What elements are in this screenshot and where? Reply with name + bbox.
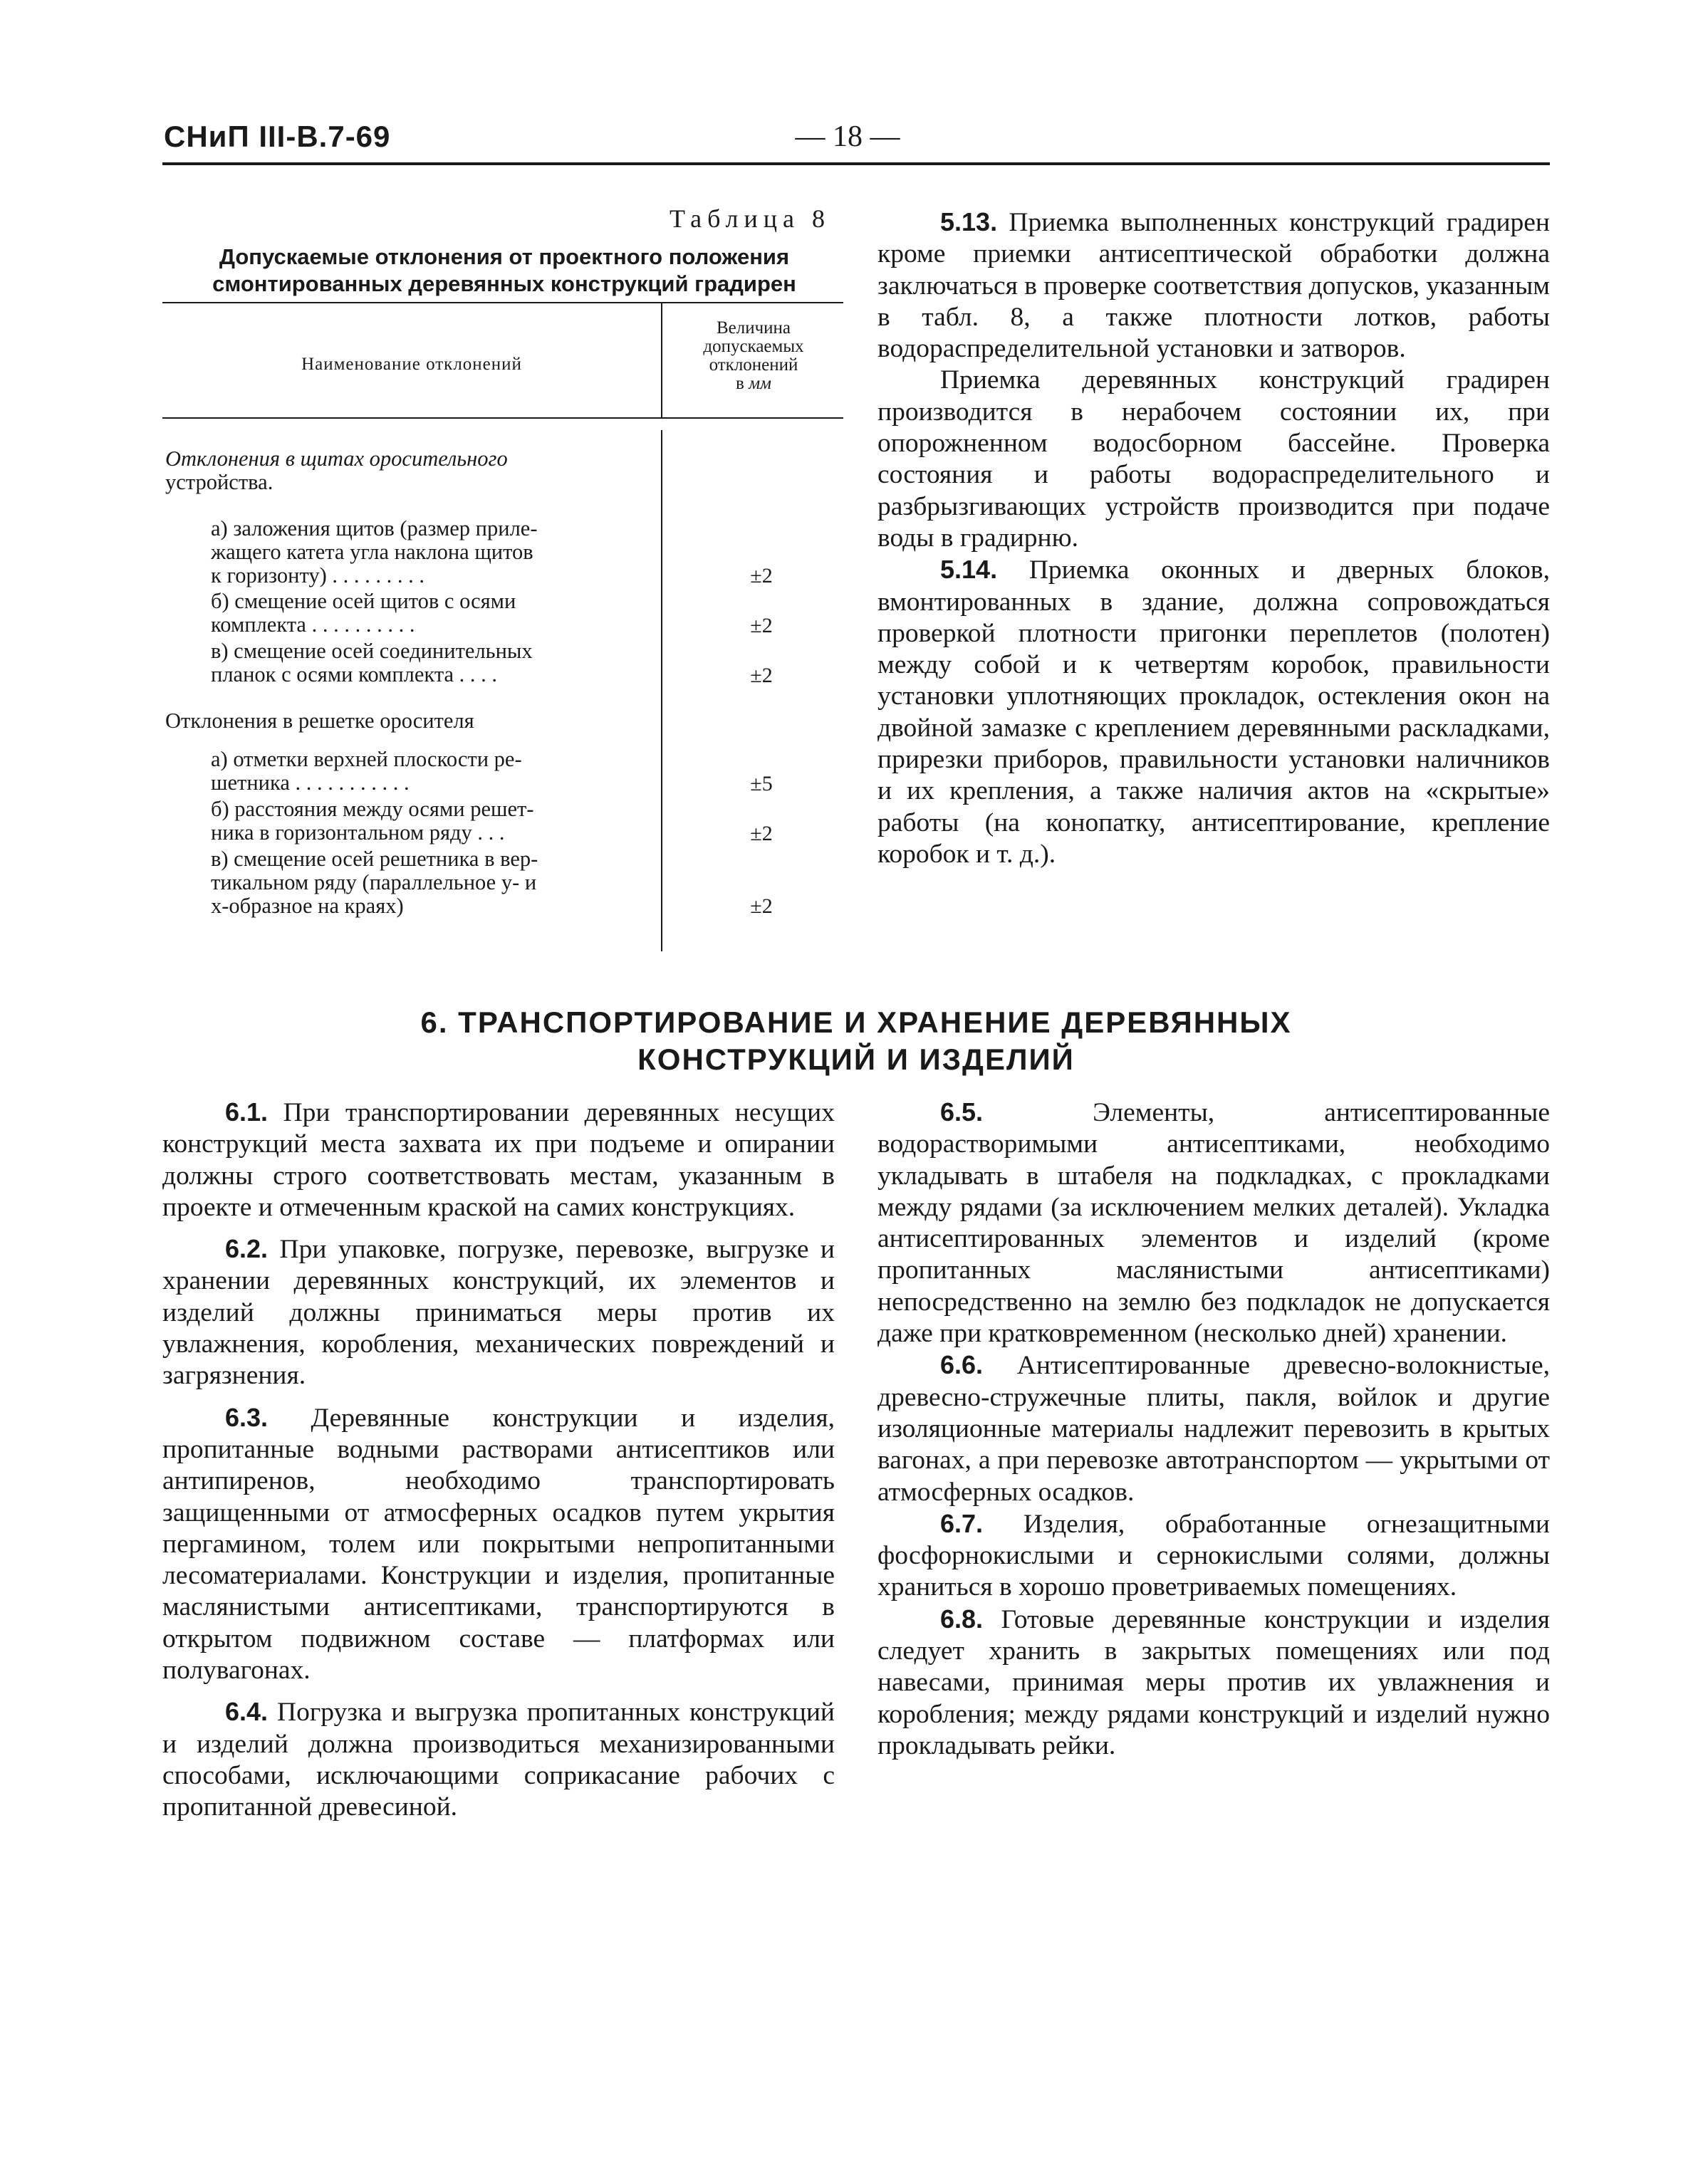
right-column [877,1097,1550,1762]
clause-number: 5.14. [940,555,998,585]
row-text-line: б) расстояния между осями решет- [211,797,534,821]
clause-number: 6.3. [225,1402,269,1432]
clause-number: 6.5. [940,1097,984,1127]
paragraph-text: При упаковке, погрузке, перевозке, выгрузке и хранении деревянных конструкций, их элементов и изделий должны приниматься меры против их увлажнения, коробления, механических повреждений и загрязнения. [162,1235,835,1391]
paragraph-6-2 [162,1233,835,1391]
table-row [211,748,655,795]
row-value: ±2 [750,564,773,587]
table-title [162,244,846,298]
paragraph-5-14 [877,554,1550,870]
paragraph-text: При транспортировании деревянных несущих конструкций места захвата их при подъеме и опирании должны строго соответствовать местам, указанным в проекте и отмеченным краской на самих конструкциях. [162,1098,835,1222]
page-number: — 18 — [795,120,900,153]
paragraph-6-1 [162,1097,835,1223]
row-text-line: тикальном ряду (параллельное у- и [211,870,537,894]
paragraph-text: Изделия, обработанные огнезащитными фосфорнокислыми и сернокислыми солями, должны храниться в хорошо проветриваемых помещениях. [877,1509,1550,1602]
column-header-value-unit-line [664,375,843,393]
group-title-line: устройства. [165,470,274,494]
page-header [0,0,1698,171]
paragraph-6-8 [877,1604,1550,1762]
table-top-rule [162,302,843,303]
paragraph-text: Погрузка и выгрузка пропитанных конструкций и изделий должна производиться механизированными способами, исключающими соприкасание рабочих с пропитанной древесиной. [162,1698,835,1822]
row-value: ±5 [750,772,773,795]
paragraph-5-13-continued [877,365,1550,554]
group-title-line: Отклонения в щитах оросительного [165,446,508,471]
table-row [211,590,655,637]
paragraph-text: Приемка деревянных конструкций градирен производится в нерабочем состоянии их, при опорожненном водосборном бассейне. Проверка состояния и работы водораспределительного и разбрызгивающих устройств производится при подаче воды в градирню. [877,365,1550,553]
column-header-value-line: отклонений [709,355,798,375]
group-title-line: Отклонения в решетке оросителя [165,709,474,733]
clause-number: 5.13. [940,207,998,236]
unit: мм [749,374,771,393]
row-text-line: в) смещение осей решетника в вер- [211,847,538,871]
paragraph-text: Приемка выполненных конструкций градирен кроме приемки антисептической обработки должна заключаться в проверке соответствия допусков, указанным в табл. 8, а также плотности лотков, работы водораспределительной установки и затворов. [877,208,1550,364]
row-value: ±2 [750,822,773,845]
paragraph-5-13 [877,207,1550,365]
section-title [162,1004,1550,1078]
row-text-line: х-образное на краях) [211,894,404,918]
clause-number: 6.2. [225,1234,269,1264]
row-value: ±2 [750,664,773,687]
paragraph-text: Элементы, антисептированные водорастворимыми антисептиками, необходимо укладывать в штабеля на подкладках, с прокладками между рядами (за исключением мелких деталей). Укладка антисептированных элементов и изделий (кроме пропитанных маслянистыми антисептиками) непосредственно на землю без подкладок не допускается даже при кратковременном (несколько дней) хранении. [877,1098,1550,1349]
row-text-line: б) смещение осей щитов с осями [211,589,516,613]
paragraph-text: Деревянные конструкции и изделия, пропитанные водными растворами антисептиков или антипиренов, необходимо транспортировать защищенными от атмосферных осадков путем укрытия пергамином, толем или покрытыми непропитанными лесоматериалами. Конструкции и изделия, пропитанные маслянистыми антисептиками, транспортируются в открытом подвижном составе — платформах или полувагонах. [162,1403,835,1686]
clause-number: 6.7. [940,1508,984,1538]
table-row [211,639,655,686]
row-text-line: а) заложения щитов (размер приле- [211,516,538,540]
table-title-line: Допускаемые отклонения от проектного положения [219,244,790,269]
clause-number: 6.8. [940,1604,984,1634]
clause-number: 6.1. [225,1097,269,1127]
column-header-value-line: Величина [716,318,791,338]
row-text-line: комплекта . . . . . . . . . . [211,612,415,637]
section-title-line: КОНСТРУКЦИЙ И ИЗДЕЛИЙ [637,1043,1075,1076]
table-body-divider [661,430,662,951]
row-text-line: а) отметки верхней плоскости ре- [211,747,522,771]
column-header-value [664,319,843,393]
paragraph-6-4 [162,1696,835,1823]
row-text-line: планок с осями комплекта . . . . [211,662,498,686]
row-text-line: к горизонту) . . . . . . . . . [211,563,425,587]
table-label: Таблица 8 [670,204,830,233]
document-code: СНиП III-В.7-69 [164,120,391,153]
row-text-line: в) смещение осей соединительных [211,639,533,663]
row-value: ±2 [750,894,773,918]
row-text-line: жащего катета угла наклона щитов [211,540,533,564]
table-title-line: смонтированных деревянных конструкций градирен [212,271,796,296]
table-group-title [165,447,655,494]
table-row [211,517,655,587]
section-title-line: 6. ТРАНСПОРТИРОВАНИЕ И ХРАНЕНИЕ ДЕРЕВЯННЫХ [420,1005,1292,1039]
paragraph-6-5 [877,1097,1550,1349]
clause-number: 6.6. [940,1350,984,1380]
paragraph-text: Готовые деревянные конструкции и изделия следует хранить в закрытых помещениях или под навесами, принимая меры против их увлажнения и коробления; между рядами конструкций и изделий нужно прокладывать рейки. [877,1604,1550,1760]
row-text-line: шетника . . . . . . . . . . . [211,770,410,795]
row-text-line: ника в горизонтальном ряду . . . [211,820,505,845]
paragraph-6-7 [877,1508,1550,1604]
left-column [162,1097,835,1824]
table-group-title [165,709,655,733]
paragraph-6-3 [162,1402,835,1687]
paragraph-text: Приемка оконных и дверных блоков, вмонтированных в здание, должна сопровождаться проверкой плотности пригонки переплетов (полотен) между собой и к четвертям коробок, правильности установки уплотняющих прокладок, остекления окон на двойной замазке с креплением деревянными раскладками, прирезки приборов, правильности установки наличников и их крепления, а также наличия актов на «скрытые» работы (на конопатку, антисептирование, крепление коробок и т. д.). [877,555,1551,869]
table-header-divider [661,302,662,419]
header-rule [162,162,1550,165]
clause-number: 6.4. [225,1697,269,1727]
table-row [211,798,655,845]
paragraph-text: Антисептированные древесно-волокнистые, древесно-стружечные плиты, пакля, войлок и другие изоляционные материалы надлежит перевозить в крытых вагонах, а при перевозке автотранспортом — укрытыми от атмосферных осадков. [877,1351,1550,1507]
unit-prefix: в [736,374,749,393]
top-right-column [877,207,1550,870]
table-row [211,847,655,918]
paragraph-6-6 [877,1349,1550,1508]
table-header-rule [162,417,843,419]
row-value: ±2 [750,614,773,637]
column-header-name: Наименование отклонений [301,355,522,374]
column-header-value-line: допускаемых [703,337,804,356]
